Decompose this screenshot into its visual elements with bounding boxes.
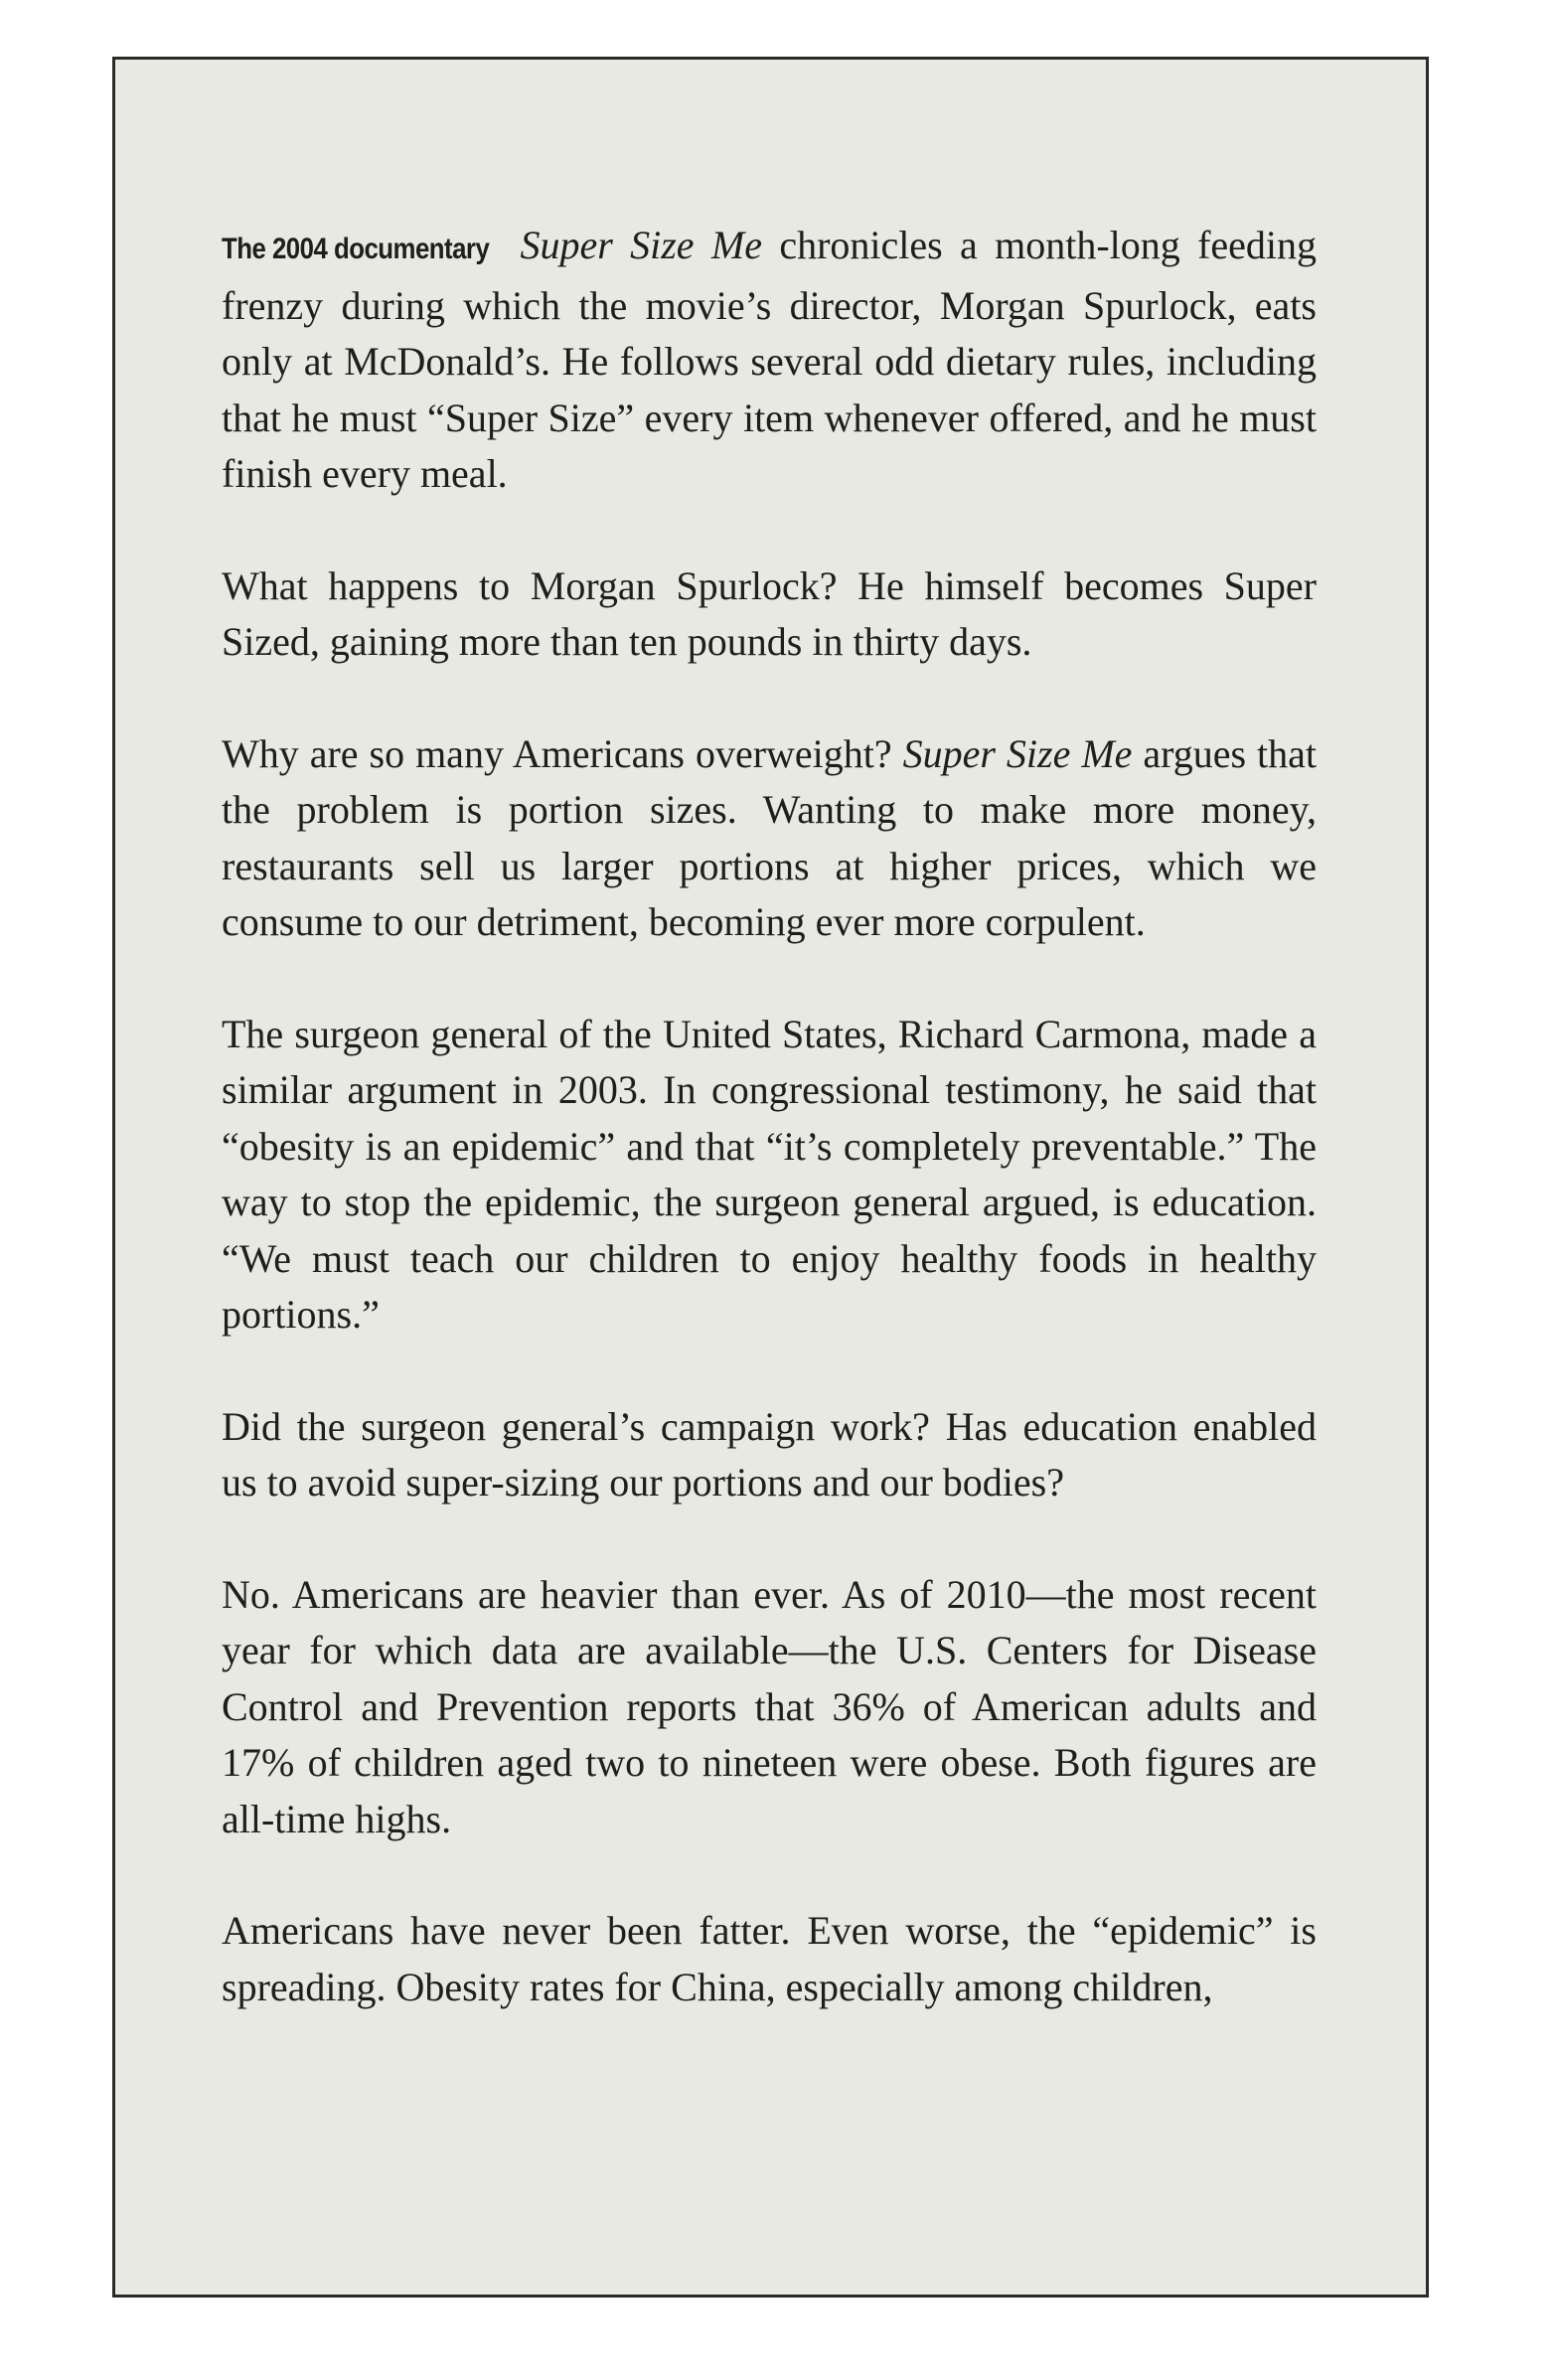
- paragraph-4: The surgeon general of the United States, Richard Carmona, made a similar argument in 2003. In congressional testimony, he said that “obesity is an epidemic” and that “it’s completely preventable.” The way to stop the epidemic, the surgeon general argued, is education. “We must teach our children to enjoy healthy foods in healthy portions.”: [222, 1011, 1317, 1337]
- paragraph-3-body: argues that the problem is portion sizes. Wanting to make more money, restaurants sell us larger portions at higher prices, which we consume to our detriment, becoming ever more corpulent.: [222, 730, 1318, 944]
- paragraph-7: Americans have never been fatter. Even worse, the “epidemic” is spreading. Obesity rates for China, especially among children,: [222, 1908, 1317, 2009]
- film-title: Super Size Me: [520, 223, 762, 267]
- paragraph-3: [222, 726, 1317, 951]
- paragraph-6: No. Americans are heavier than ever. As of 2010—the most recent year for which data are available—the U.S. Centers for Disease Control and Prevention reports that 36% of American adults and 17% of children aged two to nineteen were obese. Both figures are all-time highs.: [222, 1571, 1317, 1841]
- film-title: Super Size Me: [902, 730, 1133, 776]
- paragraph-1: [222, 218, 1317, 503]
- paragraph-2: What happens to Morgan Spurlock? He himself becomes Super Sized, gaining more than ten pounds in thirty days.: [222, 562, 1317, 664]
- paragraph-1-body: chronicles a month-long feeding frenzy during which the movie’s director, Morgan Spurlock, eats only at McDonald’s. He follows several odd dietary rules, including that he must “Super Size” every item whenever offered, and he must finish every meal.: [222, 223, 1318, 496]
- paragraph-5: Did the surgeon general’s campaign work? Has education enabled us to avoid super-sizing our portions and our bodies?: [222, 1403, 1317, 1505]
- paragraph-3-question: Why are so many Americans overweight?: [222, 730, 892, 776]
- article-text: [222, 218, 1317, 2071]
- lede-text: The 2004 documentary: [222, 233, 490, 265]
